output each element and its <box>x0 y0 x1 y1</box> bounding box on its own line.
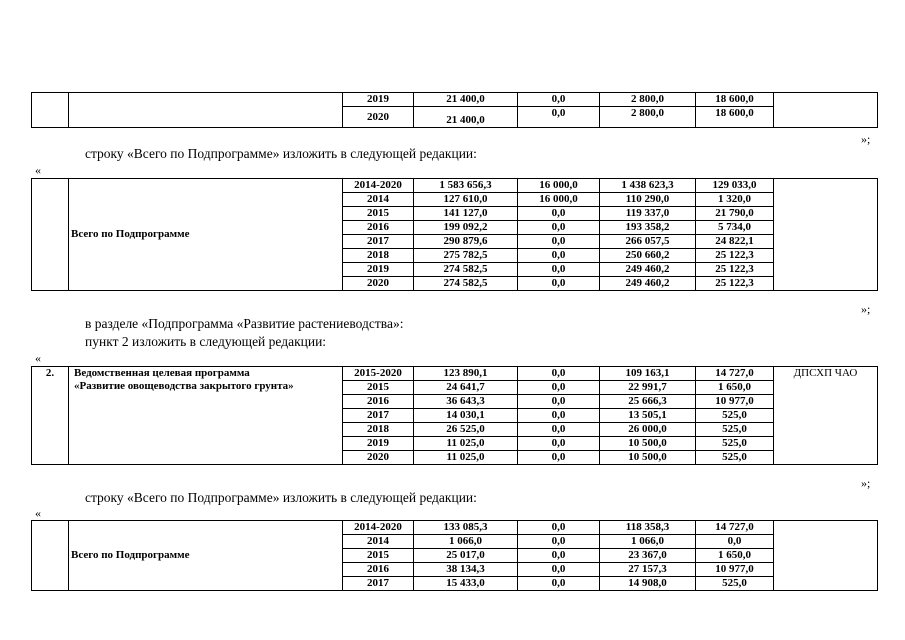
federal-cell: 16 000,0 <box>518 179 600 193</box>
total-cell: 127 610,0 <box>414 193 518 207</box>
instruction-text: пункт 2 изложить в следующей редакции: <box>85 334 327 349</box>
program-name <box>69 367 343 465</box>
regional-cell: 27 157,3 <box>600 563 696 577</box>
year-cell: 2015-2020 <box>343 367 414 381</box>
total-cell: 274 582,5 <box>414 277 518 291</box>
close-quote: »; <box>861 476 871 490</box>
total-cell: 275 782,5 <box>414 249 518 263</box>
table-row <box>32 93 878 107</box>
total-label: Всего по Подпрограмме <box>69 179 343 291</box>
total-cell: 11 025,0 <box>414 451 518 465</box>
regional-cell: 13 505,1 <box>600 409 696 423</box>
program-name-line1: Ведомственная целевая программа <box>74 367 250 379</box>
total-cell: 38 134,3 <box>414 563 518 577</box>
total-cell: 21 400,0 <box>414 93 518 107</box>
item-number: 2. <box>32 367 69 465</box>
total-cell: 1 066,0 <box>414 535 518 549</box>
total-cell: 1 583 656,3 <box>414 179 518 193</box>
other-cell: 525,0 <box>696 409 774 423</box>
federal-cell: 16 000,0 <box>518 193 600 207</box>
federal-cell: 0,0 <box>518 549 600 563</box>
year-cell: 2015 <box>343 381 414 395</box>
table-row <box>32 367 878 381</box>
total-cell: 11 025,0 <box>414 437 518 451</box>
year-cell: 2014-2020 <box>343 179 414 193</box>
year-cell: 2020 <box>343 451 414 465</box>
federal-cell: 0,0 <box>518 249 600 263</box>
close-quote: »; <box>861 302 871 316</box>
federal-cell: 0,0 <box>518 451 600 465</box>
total-cell: 14 030,1 <box>414 409 518 423</box>
executor-cell: ДПСХП ЧАО <box>774 367 878 465</box>
federal-cell: 0,0 <box>518 263 600 277</box>
total-cell: 141 127,0 <box>414 207 518 221</box>
open-quote: « <box>35 351 41 365</box>
other-cell: 1 320,0 <box>696 193 774 207</box>
instruction-text: строку «Всего по Подпрограмме» изложить в следующей редакции: <box>85 490 477 505</box>
federal-cell: 0,0 <box>518 381 600 395</box>
federal-cell: 0,0 <box>518 577 600 591</box>
federal-cell: 0,0 <box>518 93 600 107</box>
regional-cell: 249 460,2 <box>600 263 696 277</box>
total-cell: 36 643,3 <box>414 395 518 409</box>
other-cell: 25 122,3 <box>696 263 774 277</box>
federal-cell: 0,0 <box>518 535 600 549</box>
total-label: Всего по Подпрограмме <box>69 521 343 591</box>
year-cell: 2016 <box>343 221 414 235</box>
year-cell: 2019 <box>343 263 414 277</box>
year-cell: 2017 <box>343 409 414 423</box>
other-cell: 0,0 <box>696 535 774 549</box>
other-cell: 1 650,0 <box>696 381 774 395</box>
regional-cell: 10 500,0 <box>600 437 696 451</box>
other-cell: 14 727,0 <box>696 367 774 381</box>
federal-cell: 0,0 <box>518 437 600 451</box>
federal-cell: 0,0 <box>518 277 600 291</box>
regional-cell: 1 438 623,3 <box>600 179 696 193</box>
other-cell: 21 790,0 <box>696 207 774 221</box>
other-cell: 18 600,0 <box>696 93 774 107</box>
instruction-text: строку «Всего по Подпрограмме» изложить в следующей редакции: <box>85 146 477 161</box>
total-cell: 199 092,2 <box>414 221 518 235</box>
program-name-line2: «Развитие овощеводства закрытого грунта» <box>74 380 294 392</box>
regional-cell: 25 666,3 <box>600 395 696 409</box>
total-cell: 21 400,0 <box>414 107 518 128</box>
total-cell: 133 085,3 <box>414 521 518 535</box>
federal-cell: 0,0 <box>518 563 600 577</box>
table-block1 <box>31 92 878 128</box>
year-cell: 2014 <box>343 535 414 549</box>
other-cell: 1 650,0 <box>696 549 774 563</box>
federal-cell: 0,0 <box>518 207 600 221</box>
federal-cell: 0,0 <box>518 395 600 409</box>
regional-cell: 119 337,0 <box>600 207 696 221</box>
total-cell: 15 433,0 <box>414 577 518 591</box>
other-cell: 525,0 <box>696 451 774 465</box>
other-cell: 525,0 <box>696 423 774 437</box>
regional-cell: 14 908,0 <box>600 577 696 591</box>
other-cell: 18 600,0 <box>696 107 774 128</box>
year-cell: 2017 <box>343 235 414 249</box>
year-cell: 2015 <box>343 207 414 221</box>
other-cell: 10 977,0 <box>696 563 774 577</box>
year-cell: 2019 <box>343 93 414 107</box>
regional-cell: 118 358,3 <box>600 521 696 535</box>
other-cell: 25 122,3 <box>696 277 774 291</box>
federal-cell: 0,0 <box>518 423 600 437</box>
instruction-text: в разделе «Подпрограмма «Развитие растениеводства»: <box>85 316 404 331</box>
regional-cell: 26 000,0 <box>600 423 696 437</box>
year-cell: 2018 <box>343 423 414 437</box>
federal-cell: 0,0 <box>518 235 600 249</box>
year-cell: 2014-2020 <box>343 521 414 535</box>
year-cell: 2019 <box>343 437 414 451</box>
regional-cell: 266 057,5 <box>600 235 696 249</box>
table-block2 <box>31 178 878 291</box>
year-cell: 2016 <box>343 563 414 577</box>
regional-cell: 110 290,0 <box>600 193 696 207</box>
year-cell: 2017 <box>343 577 414 591</box>
table-row <box>32 521 878 535</box>
regional-cell: 193 358,2 <box>600 221 696 235</box>
federal-cell: 0,0 <box>518 221 600 235</box>
other-cell: 10 977,0 <box>696 395 774 409</box>
total-cell: 24 641,7 <box>414 381 518 395</box>
table-block3 <box>31 366 878 465</box>
year-cell: 2015 <box>343 549 414 563</box>
other-cell: 129 033,0 <box>696 179 774 193</box>
table-row <box>32 179 878 193</box>
other-cell: 24 822,1 <box>696 235 774 249</box>
year-cell: 2018 <box>343 249 414 263</box>
federal-cell: 0,0 <box>518 107 600 128</box>
table-block4 <box>31 520 878 591</box>
other-cell: 5 734,0 <box>696 221 774 235</box>
federal-cell: 0,0 <box>518 521 600 535</box>
regional-cell: 1 066,0 <box>600 535 696 549</box>
open-quote: « <box>35 163 41 177</box>
regional-cell: 2 800,0 <box>600 93 696 107</box>
regional-cell: 249 460,2 <box>600 277 696 291</box>
total-cell: 274 582,5 <box>414 263 518 277</box>
total-cell: 290 879,6 <box>414 235 518 249</box>
total-cell: 123 890,1 <box>414 367 518 381</box>
regional-cell: 23 367,0 <box>600 549 696 563</box>
federal-cell: 0,0 <box>518 409 600 423</box>
regional-cell: 250 660,2 <box>600 249 696 263</box>
close-quote: »; <box>861 132 871 146</box>
year-cell: 2016 <box>343 395 414 409</box>
year-cell: 2020 <box>343 107 414 128</box>
other-cell: 25 122,3 <box>696 249 774 263</box>
regional-cell: 10 500,0 <box>600 451 696 465</box>
total-cell: 26 525,0 <box>414 423 518 437</box>
other-cell: 525,0 <box>696 437 774 451</box>
federal-cell: 0,0 <box>518 367 600 381</box>
open-quote: « <box>35 506 41 520</box>
other-cell: 14 727,0 <box>696 521 774 535</box>
year-cell: 2020 <box>343 277 414 291</box>
other-cell: 525,0 <box>696 577 774 591</box>
year-cell: 2014 <box>343 193 414 207</box>
regional-cell: 109 163,1 <box>600 367 696 381</box>
total-cell: 25 017,0 <box>414 549 518 563</box>
regional-cell: 2 800,0 <box>600 107 696 128</box>
regional-cell: 22 991,7 <box>600 381 696 395</box>
